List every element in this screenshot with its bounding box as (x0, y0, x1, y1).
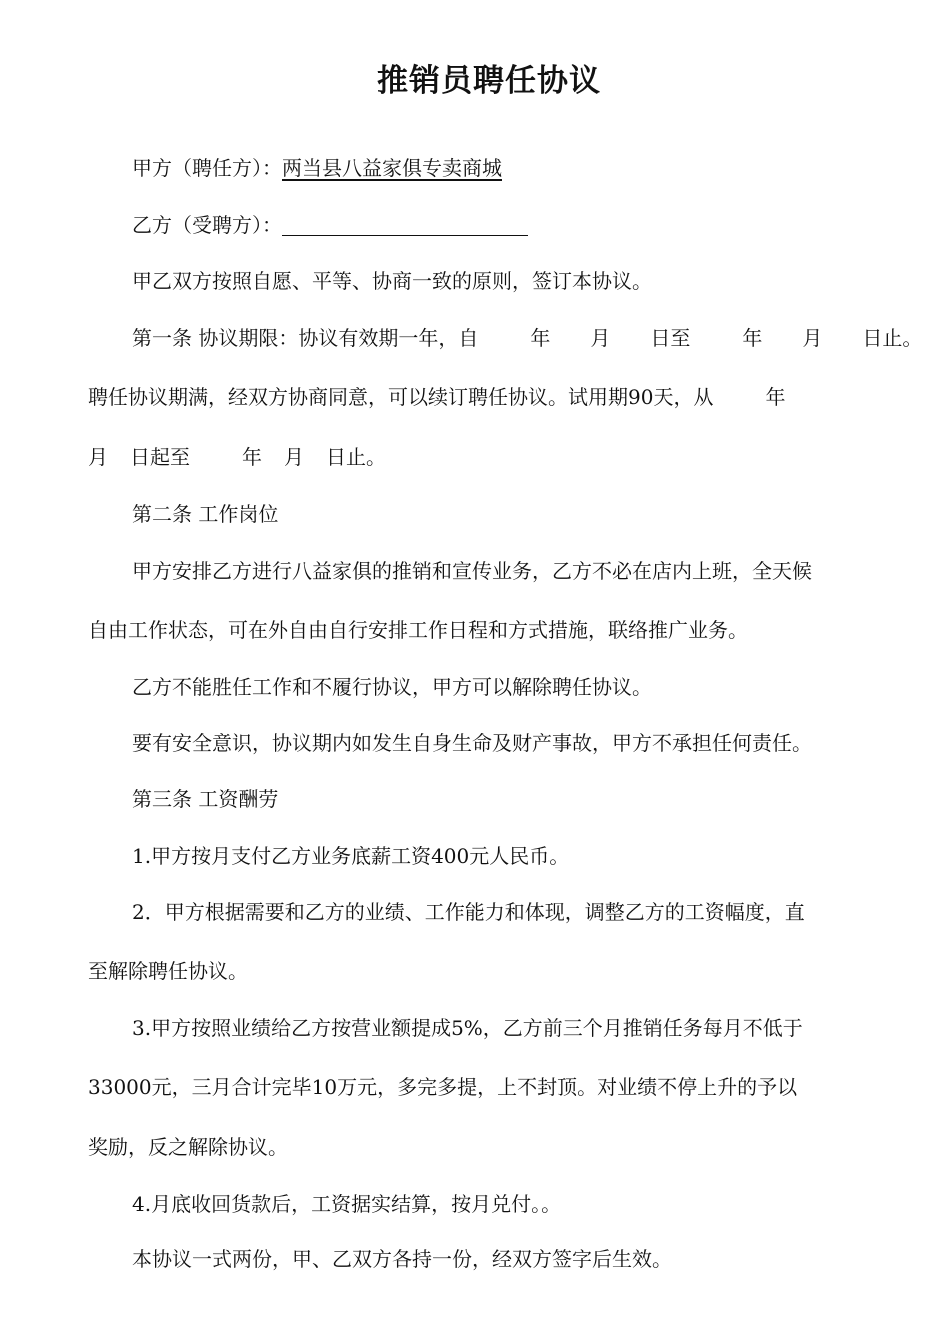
article3-title: 第三条 工资酬劳 (132, 787, 279, 811)
article3-item3-line1: 3.甲方按照业绩给乙方按营业额提成5%，乙方前三个月推销任务每月不低于 (132, 1016, 803, 1040)
party-a-line (132, 154, 502, 182)
document-title: 推销员聘任协议 (377, 63, 601, 99)
party-b-blank (282, 215, 528, 236)
party-a-label: 甲方（聘任方）： (132, 156, 282, 180)
article1-day1: 日至 (650, 326, 691, 350)
party-b-line (132, 211, 528, 239)
article1-year2: 年 (742, 326, 763, 350)
article1-line3-end: 日止。 (326, 445, 386, 469)
article1-line2-text: 聘任协议期满，经双方协商同意，可以续订聘任协议。试用期90天，从 (88, 385, 714, 409)
party-a-name: 两当县八益家俱专卖商城 (282, 156, 502, 180)
article3-item1: 1.甲方按月支付乙方业务底薪工资400元人民币。 (132, 844, 570, 868)
article1-month1: 月 (590, 326, 611, 350)
article3-item3-line2: 33000元，三月合计完毕10万元，多完多提，上不封顶。对业绩不停上升的予以 (88, 1075, 798, 1099)
article1-line3-month2: 月 (284, 445, 304, 469)
article1-line2-year: 年 (765, 385, 786, 409)
article1-line1 (132, 324, 922, 352)
article3-item4: 4.月底收回货款后，工资据实结算，按月兑付。。 (132, 1192, 562, 1216)
article2-p1-line1: 甲方安排乙方进行八益家俱的推销和宣传业务，乙方不必在店内上班，全天候 (132, 559, 812, 583)
article1-year1: 年 (530, 326, 551, 350)
article1-text: 第一条 协议期限：协议有效期一年，自 (132, 326, 479, 350)
article2-p3: 要有安全意识，协议期内如发生自身生命及财产事故，甲方不承担任何责任。 (132, 731, 812, 755)
article1-line3-year: 年 (242, 445, 262, 469)
article2-title: 第二条 工作岗位 (132, 502, 279, 526)
closing-paragraph: 本协议一式两份，甲、乙双方各持一份，经双方签字后生效。 (132, 1247, 672, 1271)
article3-item3-line3: 奖励，反之解除协议。 (88, 1135, 288, 1159)
article3-item2-line2: 至解除聘任协议。 (88, 959, 248, 983)
article2-p1-line2: 自由工作状态，可在外自由自行安排工作日程和方式措施，联络推广业务。 (88, 618, 748, 642)
article3-item2-line1: 2．甲方根据需要和乙方的业绩、工作能力和体现，调整乙方的工资幅度，直 (132, 900, 805, 924)
party-b-label: 乙方（受聘方）： (132, 213, 282, 237)
article1-line3-dayto: 日起至 (130, 445, 190, 469)
article1-line3 (88, 443, 386, 471)
article1-day2: 日止。 (862, 326, 923, 350)
article1-line2 (88, 383, 785, 411)
article1-month2: 月 (802, 326, 823, 350)
article2-p2: 乙方不能胜任工作和不履行协议，甲方可以解除聘任协议。 (132, 675, 652, 699)
principle-paragraph: 甲乙双方按照自愿、平等、协商一致的原则，签订本协议。 (132, 269, 652, 293)
article1-line3-month: 月 (88, 445, 108, 469)
